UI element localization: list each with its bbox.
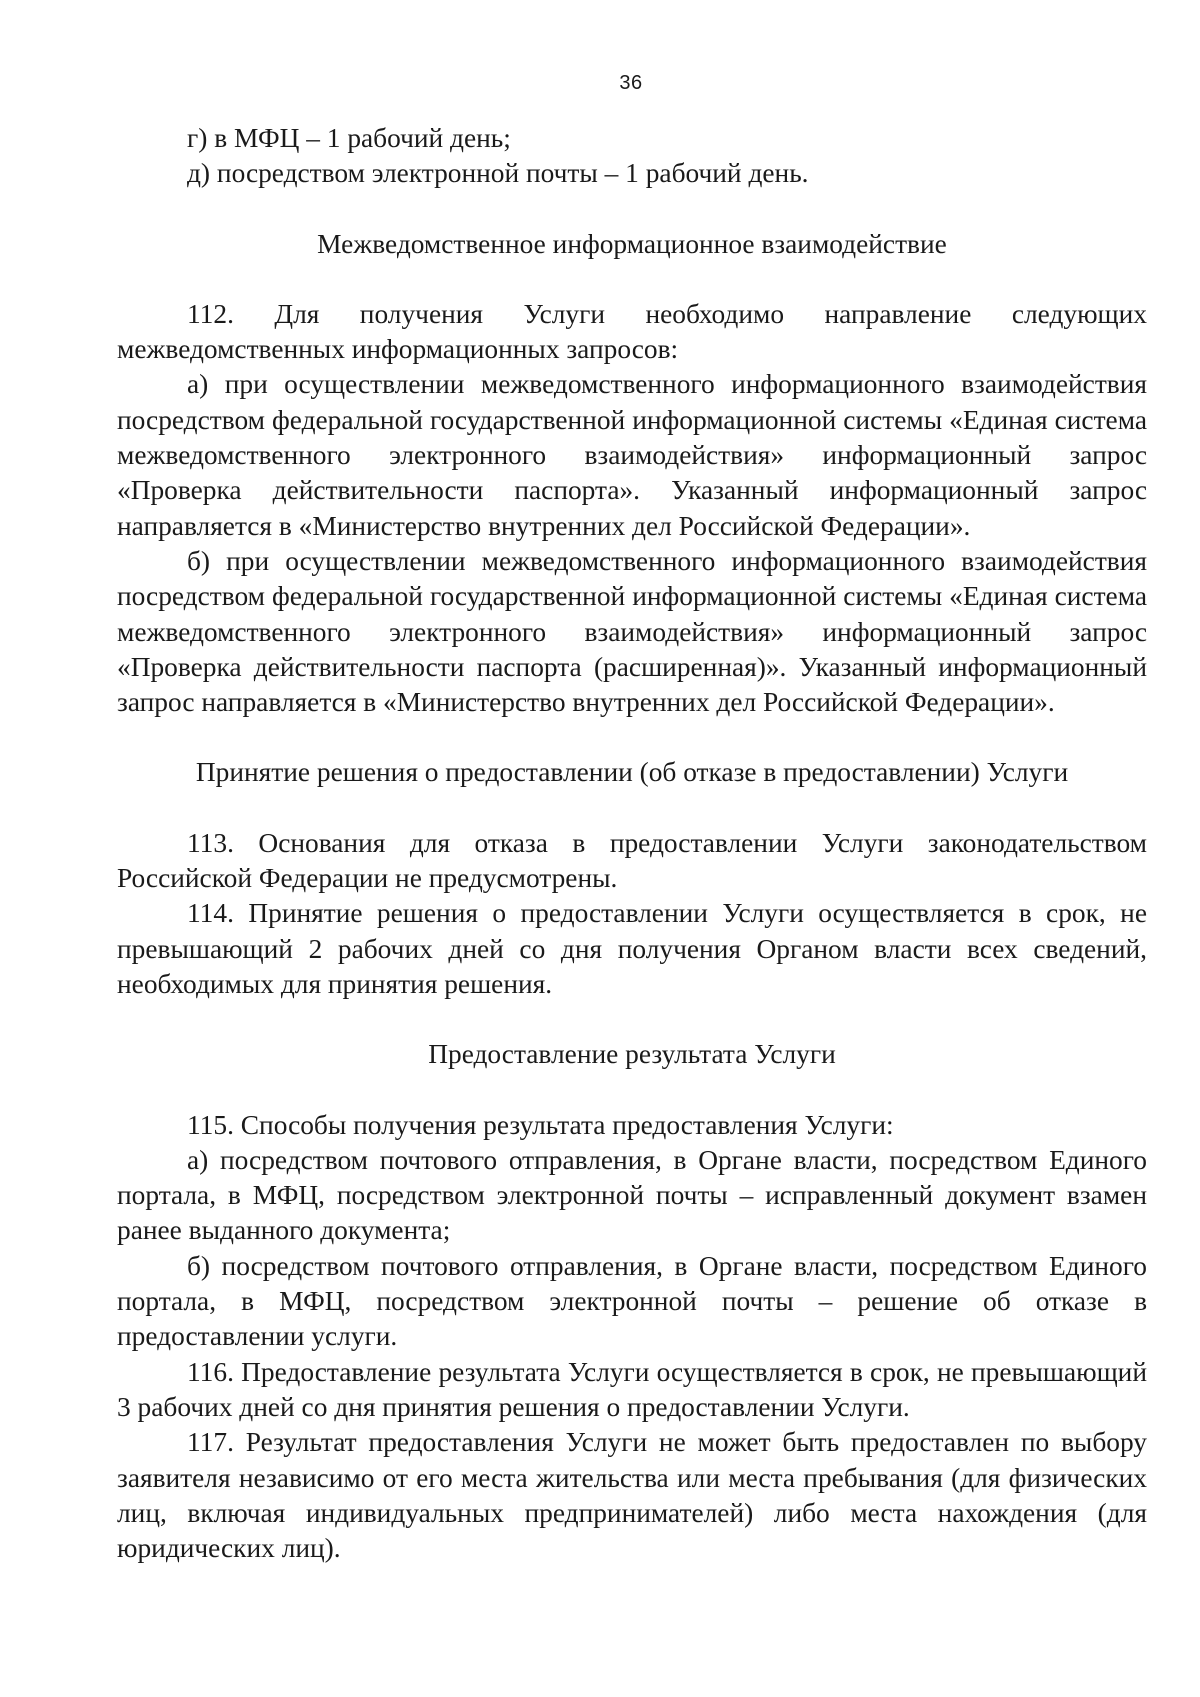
paragraph-116: 116. Предоставление результата Услуги осуществляется в срок, не превышающий 3 рабочих дней со дня принятия решения о предоставлении Услуги. — [117, 1356, 1147, 1422]
page-number: 36 — [619, 72, 643, 94]
paragraph-113: 113. Основания для отказа в предоставлении Услуги законодательством Российской Федерации не предусмотрены. — [117, 827, 1147, 894]
paragraph-115-a: а) посредством почтового отправления, в Органе власти, посредством Единого портала, в МФЦ, посредством электронной почты – исправленный документ взамен ранее выданного документа; — [117, 1144, 1147, 1246]
document-body — [117, 121, 1147, 1566]
section-heading-interagency: Межведомственное информационное взаимодействие — [317, 228, 947, 259]
paragraph-115: 115. Способы получения результата предоставления Услуги: — [187, 1109, 894, 1140]
section-heading-decision: Принятие решения о предоставлении (об отказе в предоставлении) Услуги — [195, 757, 1069, 788]
paragraph-115-b: б) посредством почтового отправления, в Органе власти, посредством Единого портала, в МФЦ, посредством электронной почты – решение об отказе в предоставлении услуги. — [117, 1250, 1147, 1352]
paragraph-112-a: а) при осуществлении межведомственного информационного взаимодействия посредством федеральной государственной информационной системы «Единая система межведомственного электронного взаимодействия» информационный запрос «Проверка действительности паспорта». Указанный информационный запрос направляется в «Министерство внутренних дел Российской Федерации». — [117, 369, 1147, 541]
paragraph-117: 117. Результат предоставления Услуги не может быть предоставлен по выбору заявителя независимо от его места жительства или места пребывания (для физических лиц, включая индивидуальных предпринимателей) либо места нахождения (для юридических лиц). — [117, 1427, 1147, 1564]
list-item-g: г) в МФЦ – 1 рабочий день; — [187, 123, 511, 153]
paragraph-112-b: б) при осуществлении межведомственного информационного взаимодействия посредством федеральной государственной информационной системы «Единая система межведомственного электронного взаимодействия» информационный запрос «Проверка действительности паспорта (расширенная)». Указанный информационный запрос направляется в «Министерство внутренних дел Российской Федерации». — [117, 545, 1147, 718]
section-heading-result: Предоставление результата Услуги — [428, 1039, 836, 1070]
paragraph-112: 112. Для получения Услуги необходимо направление следующих межведомственных информационных запросов: — [117, 298, 1147, 365]
paragraph-114: 114. Принятие решения о предоставлении Услуги осуществляется в срок, не превышающий 2 рабочих дней со дня получения Органом власти всех сведений, необходимых для принятия решения. — [117, 898, 1147, 999]
list-item-d: д) посредством электронной почты – 1 рабочий день. — [187, 158, 809, 189]
